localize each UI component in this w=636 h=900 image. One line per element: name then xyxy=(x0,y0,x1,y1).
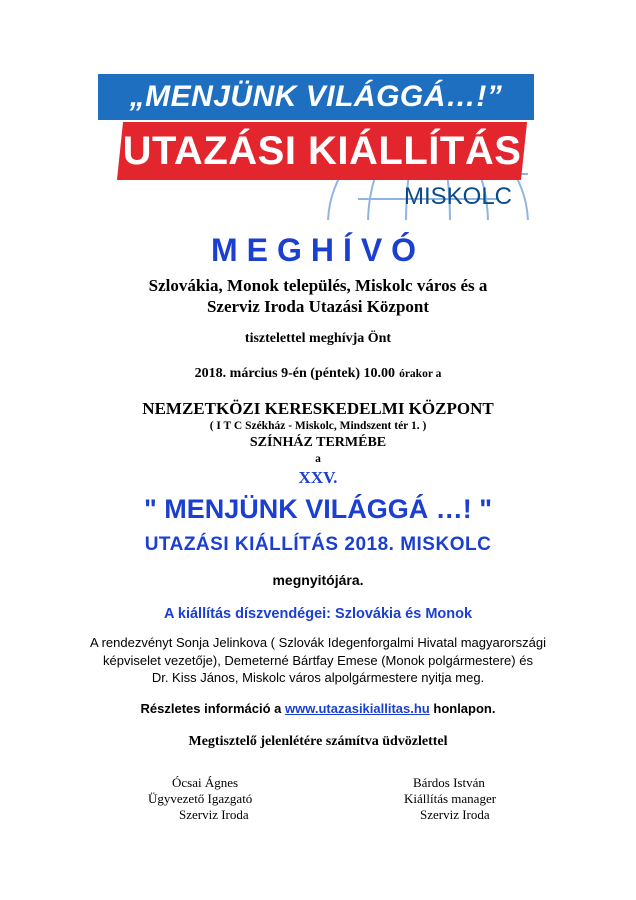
paragraph-line-2: képviselet vezetője), Demeterné Bártfay Emese (Monok polgármestere) és xyxy=(103,653,533,668)
date-line xyxy=(0,364,636,383)
connector-a: a xyxy=(315,453,321,465)
guests-text: A kiállítás díszvendégei: Szlovákia és Monok xyxy=(163,606,473,622)
info-suffix: honlapon. xyxy=(433,701,496,716)
website-link[interactable]: www.utazasikiallitas.hu xyxy=(285,701,430,716)
hosts-line-1: Szlovákia, Monok település, Miskolc város és a xyxy=(148,276,488,295)
left-signer-title: Ügyvezető Igazgató xyxy=(148,791,253,806)
right-signer-name: Bárdos István xyxy=(413,775,485,790)
info-line xyxy=(0,701,636,717)
logo-city: MISKOLC xyxy=(403,183,512,210)
event-date: 2018. március 9-én (péntek) 10.00 xyxy=(194,366,396,381)
closing-text: Megtisztelő jelenlétére számítva üdvözlettel xyxy=(188,734,448,749)
opening-text: megnyitójára. xyxy=(272,572,364,588)
left-signer-name: Ócsai Ágnes xyxy=(172,775,239,790)
left-signer-org: Szerviz Iroda xyxy=(179,807,249,822)
venue-address: ( I T C Székház - Miskolc, Mindszent tér 1. ) xyxy=(209,420,427,432)
venue-name: NEMZETKÖZI KERESKEDELMI KÖZPONT xyxy=(142,399,494,418)
venue-room: SZÍNHÁZ TERMÉBE xyxy=(249,435,387,450)
exhibition-logo xyxy=(98,74,534,220)
page-title: MEGHÍVÓ xyxy=(210,232,426,268)
event-subtitle: UTAZÁSI KIÁLLÍTÁS 2018. MISKOLC xyxy=(144,534,492,555)
paragraph-line-3: Dr. Kiss János, Miskolc város alpolgármestere nyitja meg. xyxy=(151,670,485,685)
date-tail: órakor a xyxy=(399,368,442,380)
invite-text: tisztelettel meghívja Önt xyxy=(244,331,392,346)
event-name: " MENJÜNK VILÁGGÁ …! " xyxy=(143,494,493,524)
edition-number: XXV. xyxy=(298,468,338,487)
info-prefix: Részletes információ a xyxy=(140,701,282,716)
right-signer-org: Szerviz Iroda xyxy=(420,807,490,822)
hosts-line-2: Szerviz Iroda Utazási Központ xyxy=(206,297,430,316)
paragraph-line-1: A rendezvényt Sonja Jelinkova ( Szlovák Idegenforgalmi Hivatal magyarországi xyxy=(90,635,546,650)
logo-slogan: „MENJÜNK VILÁGGÁ…!” xyxy=(129,80,503,113)
right-signer-title: Kiállítás manager xyxy=(404,791,497,806)
logo-exhibition-name: UTAZÁSI KIÁLLÍTÁS xyxy=(122,129,522,173)
